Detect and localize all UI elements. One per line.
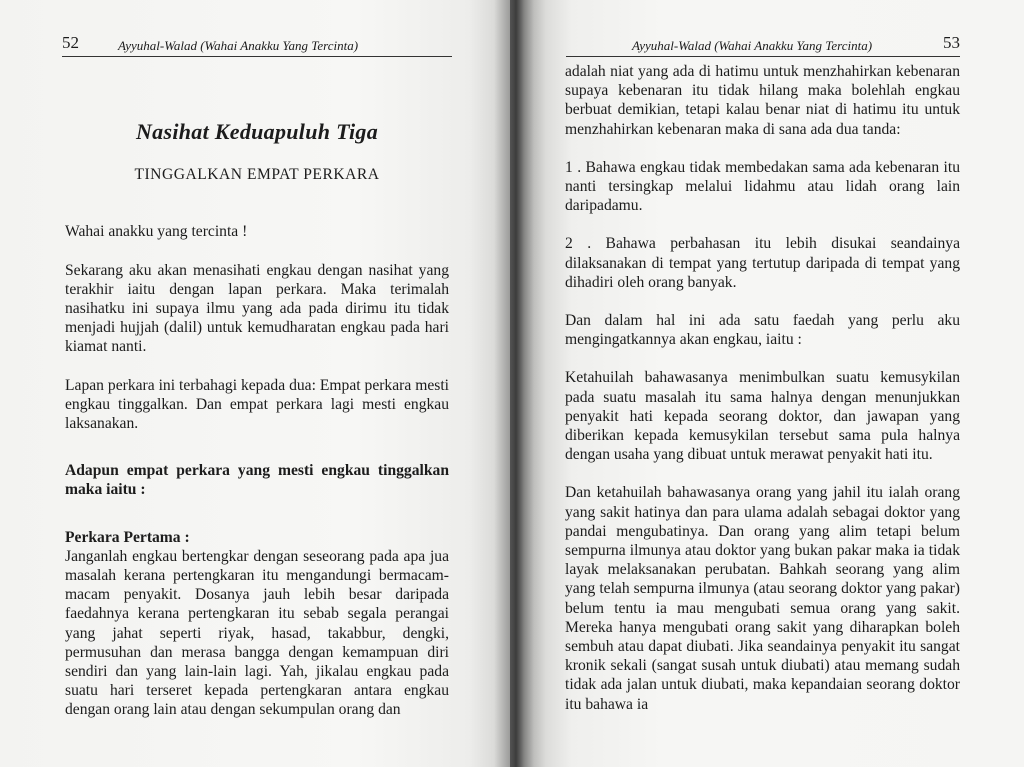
bold-heading: Adapun empat perkara yang mesti engkau tinggalkan maka iaitu : — [65, 462, 449, 499]
list-item: 1 . Bahawa engkau tidak membedakan sama ada kebenaran itu nanti tersingkap melalui lidahmu atau lidah orang lain daripadamu. — [565, 158, 960, 215]
running-head-left — [62, 30, 452, 57]
page-number: 52 — [62, 33, 79, 52]
greeting: Wahai anakku yang tercinta ! — [65, 223, 248, 241]
section-title: TINGGALKAN EMPAT PERKARA — [134, 166, 380, 184]
running-head-title: Ayyuhal-Walad (Wahai Anakku Yang Tercinta) — [632, 38, 873, 53]
right-page — [510, 0, 1024, 767]
paragraph: Lapan perkara ini terbahagi kepada dua: Empat perkara mesti engkau tinggalkan. Dan empat perkara lagi mesti engkau laksanakan. — [65, 376, 449, 433]
running-head-title: Ayyuhal-Walad (Wahai Anakku Yang Tercinta) — [118, 38, 359, 53]
paragraph: Ketahuilah bahawasanya menimbulkan suatu kemusykilan pada suatu masalah itu sama halnya dengan menunjukkan penyakit hati kepada seorang doktor, dan jawapan yang diberikan kepada kemusykilan tersebut sama pula halnya dengan usaha yang dibuat untuk merawat penyakit hati itu. — [565, 369, 960, 464]
page-number: 53 — [943, 33, 960, 52]
left-page-body — [65, 100, 449, 720]
left-page — [0, 0, 510, 767]
chapter-title: Nasihat Keduapuluh Tiga — [135, 119, 379, 144]
paragraph: Sekarang aku akan menasihati engkau dengan nasihat yang terakhir iaitu dengan lapan perkara. Maka terimalah nasihatku ini supaya ilmu yang ada pada dirimu itu tidak menjadi hujjah (dalil) untuk kemudharatan engkau pada hari kiamat nanti. — [65, 261, 449, 356]
paragraph: Janganlah engkau bertengkar dengan seseorang pada apa jua masalah kerana pertengkaran itu mengandungi bermacam-macam penyakit. Dosanya jauh lebih besar daripada faedahnya kerana pertengkaran itu sebab segala perangai yang jahat seperti riyak, hasad, takabbur, dengki, permusuhan dan merasa bangga dengan kemampuan diri sendiri dan yang lain-lain lagi. Yah, jikalau engkau pada suatu hari terseret kepada pertengkaran antara engkau dengan orang lain atau dengan sekumpulan orang dan — [65, 547, 449, 719]
list-item: 2 . Bahawa perbahasan itu lebih disukai seandainya dilaksanakan di tempat yang tertutup daripada di tempat yang dihadiri oleh orang banyak. — [565, 235, 960, 291]
sub-heading: Perkara Pertama : — [65, 528, 190, 546]
paragraph: adalah niat yang ada di hatimu untuk menzhahirkan kebenaran supaya kebenaran itu tidak hilang maka bolehlah engkau berbuat demikian, tetapi kalau benar niat di hatimu itu untuk menzhahirkan kebenaran maka di sana ada dua tanda: — [565, 63, 960, 138]
running-head-right — [566, 30, 960, 57]
paragraph: Dan ketahuilah bahawasanya orang yang jahil itu ialah orang yang sakit hatinya dan para ulama adalah sebagai doktor yang pandai mengubatinya. Dan orang yang alim tetapi belum sempurna ilmunya atau doktor yang bukan pakar maka ia tidak layak melaksanakan perubatan. Bahkah seorang yang alim yang telah sempurna ilmunya (atau seorang doktor yang pakar) belum tentu ia mau mengubati semua orang yang sakit. Mereka hanya mengubati orang sakit yang diharapkan boleh sembuh atau dapat diubati. Jika seandainya penyakit itu sangat kronik sekali (sangat susah untuk diubati) atau memang sudah tidak ada jalan untuk diubati, maka kepandaian seorang doktor itu bahawa ia — [565, 484, 960, 713]
right-page-body — [565, 62, 960, 714]
paragraph: Dan dalam hal ini ada satu faedah yang perlu aku mengingatkannya akan engkau, iaitu : — [565, 312, 960, 349]
